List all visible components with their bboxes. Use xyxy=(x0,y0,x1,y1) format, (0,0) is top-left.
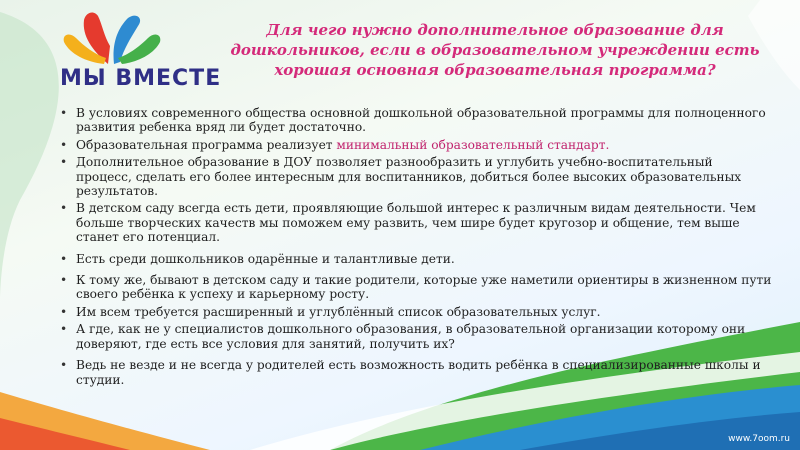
bullet-item: • А где, как не у специалистов дошкольного образования, в образовательной организации которому они доверяют, где есть все условия для занятий, получить их? xyxy=(60,322,772,351)
watermark: www.7oom.ru xyxy=(728,434,790,444)
bullet-item: • Дополнительное образование в ДОУ позволяет разнообразить и углубить учебно-воспитательный процесс, сделать его более интересным для воспитанников, добиться более высоких образовательных результатов. xyxy=(60,155,772,198)
bullet-highlight: минимальный образовательный стандарт. xyxy=(336,137,610,152)
bullet-item: • К тому же, бывают в детском саду и такие родители, которые уже наметили ориентиры в жизненном пути своего ребёнка к успеху и карьерному росту. xyxy=(60,273,772,302)
hands-logo-icon xyxy=(26,6,198,66)
logo xyxy=(26,6,222,98)
bullet-item: • Ведь не везде и не всегда у родителей есть возможность водить ребёнка в специализированные школы и студии. xyxy=(60,358,772,387)
bullet-item: • Есть среди дошкольников одарённые и талантливые дети. xyxy=(60,252,772,266)
bullet-item: • В условиях современного общества основной дошкольной образовательной программы для полноценного развития ребенка вряд ли будет достаточно. xyxy=(60,106,772,135)
bullet-item: • Им всем требуется расширенный и углублённый список образовательных услуг. xyxy=(60,305,772,319)
bullet-text: Образовательная программа реализует xyxy=(76,137,337,152)
bullet-list xyxy=(60,106,772,390)
bullet-item xyxy=(60,138,772,152)
slide-title: Для чего нужно дополнительное образование для дошкольников, если в образовательном учреждении есть хорошая основная образовательная программа? xyxy=(230,21,760,79)
bullet-item: • В детском саду всегда есть дети, проявляющие большой интерес к различным видам деятельности. Чем больше творческих качеств мы поможем ему развить, чем шире будет кругозор и общение, тем выше станет его потенциал. xyxy=(60,201,772,244)
logo-text: МЫ ВМЕСТЕ xyxy=(60,66,222,91)
